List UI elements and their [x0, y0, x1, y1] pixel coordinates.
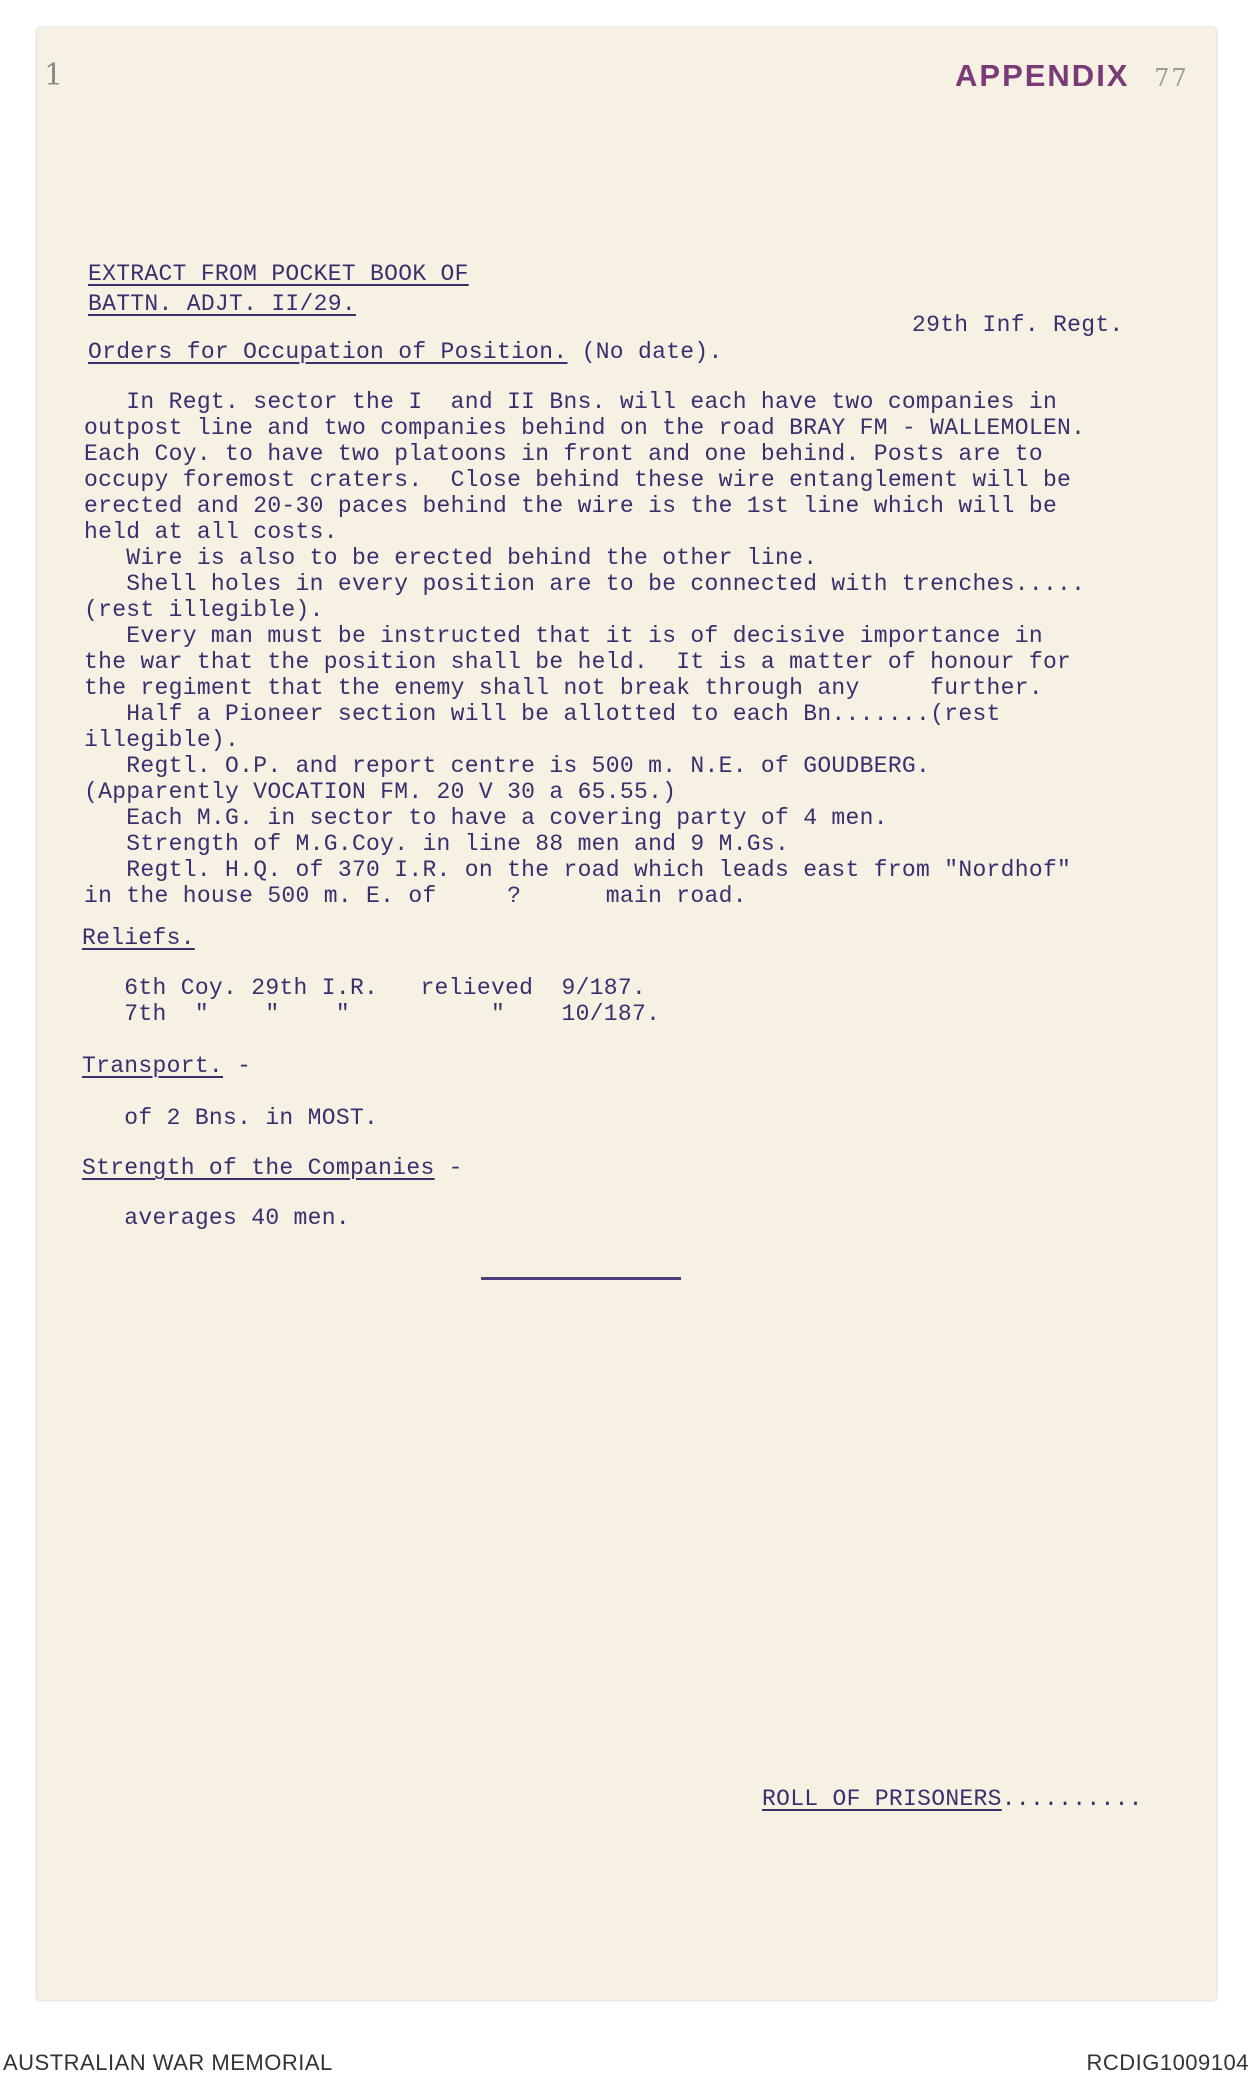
footer-catalogue-id: RCDIG1009104	[1086, 2050, 1249, 2075]
regiment-label: 29th Inf. Regt.	[912, 312, 1124, 338]
body-line: the regiment that the enemy shall not break through any further.	[84, 675, 1043, 701]
body-line: erected and 20-30 paces behind the wire is the 1st line which will be	[84, 493, 1058, 519]
orders-heading: Orders for Occupation of Position.	[88, 339, 568, 365]
body-line: (rest illegible).	[84, 597, 324, 623]
body-line: Every man must be instructed that it is of decisive importance in	[84, 623, 1043, 649]
body-line: Wire is also to be erected behind the other line.	[84, 545, 818, 571]
body-line: (Apparently VOCATION FM. 20 V 30 a 65.55.)	[84, 779, 677, 805]
body-line: Each Coy. to have two platoons in front and one behind. Posts are to	[84, 441, 1043, 467]
transport-heading-dash: -	[223, 1053, 252, 1079]
roll-of-prisoners-label: ROLL OF PRISONERS	[762, 1786, 1002, 1812]
body-line: illegible).	[84, 727, 240, 753]
section-divider-rule	[481, 1277, 681, 1280]
appendix-page-number: 77	[1154, 64, 1189, 92]
body-line: Shell holes in every position are to be connected with trenches.....	[84, 571, 1086, 597]
strength-heading: Strength of the Companies	[82, 1155, 435, 1181]
body-line: In Regt. sector the I and II Bns. will each have two companies in	[84, 389, 1058, 415]
transport-heading: Transport.	[82, 1053, 224, 1079]
body-line: in the house 500 m. E. of ? main road.	[84, 883, 747, 909]
roll-of-prisoners-dots: ..........	[1001, 1786, 1143, 1812]
body-line: Strength of M.G.Coy. in line 88 men and 9 M.Gs.	[84, 831, 790, 857]
footer-institution: AUSTRALIAN WAR MEMORIAL	[3, 2050, 333, 2075]
body-line: the war that the position shall be held. It is a matter of honour for	[84, 649, 1072, 675]
body-line: Each M.G. in sector to have a covering party of 4 men.	[84, 805, 888, 831]
body-line: Regtl. O.P. and report centre is 500 m. N.E. of GOUDBERG.	[84, 753, 931, 779]
orders-date-note: (No date).	[581, 339, 723, 365]
appendix-stamp-text: APPENDIX	[955, 58, 1130, 93]
orders-body-text	[84, 389, 1085, 909]
strength-heading-dash: -	[434, 1155, 463, 1181]
body-line: outpost line and two companies behind on the road BRAY FM - WALLEMOLEN.	[84, 415, 1086, 441]
orders-heading-row	[88, 339, 723, 365]
reliefs-heading: Reliefs.	[82, 925, 195, 951]
extract-title-line2: BATTN. ADJT. II/29.	[88, 291, 356, 317]
appendix-stamp	[955, 58, 1189, 94]
transport-heading-row	[82, 1053, 251, 1079]
body-line: occupy foremost craters. Close behind these wire entanglement will be	[84, 467, 1072, 493]
reliefs-line-7th: 7th " " " " 10/187.	[82, 1001, 661, 1027]
reliefs-line-6th: 6th Coy. 29th I.R. relieved 9/187.	[82, 975, 647, 1001]
roll-of-prisoners-row	[762, 1786, 1143, 1812]
strength-heading-row	[82, 1155, 463, 1181]
extract-title-line1: EXTRACT FROM POCKET BOOK OF	[88, 261, 469, 287]
strength-line: averages 40 men.	[82, 1205, 350, 1231]
transport-line: of 2 Bns. in MOST.	[82, 1105, 379, 1131]
pencil-folio-mark: 1	[44, 58, 64, 93]
body-line: Half a Pioneer section will be allotted to each Bn.......(rest	[84, 701, 1001, 727]
body-line: held at all costs.	[84, 519, 338, 545]
body-line: Regtl. H.Q. of 370 I.R. on the road which leads east from "Nordhof"	[84, 857, 1072, 883]
